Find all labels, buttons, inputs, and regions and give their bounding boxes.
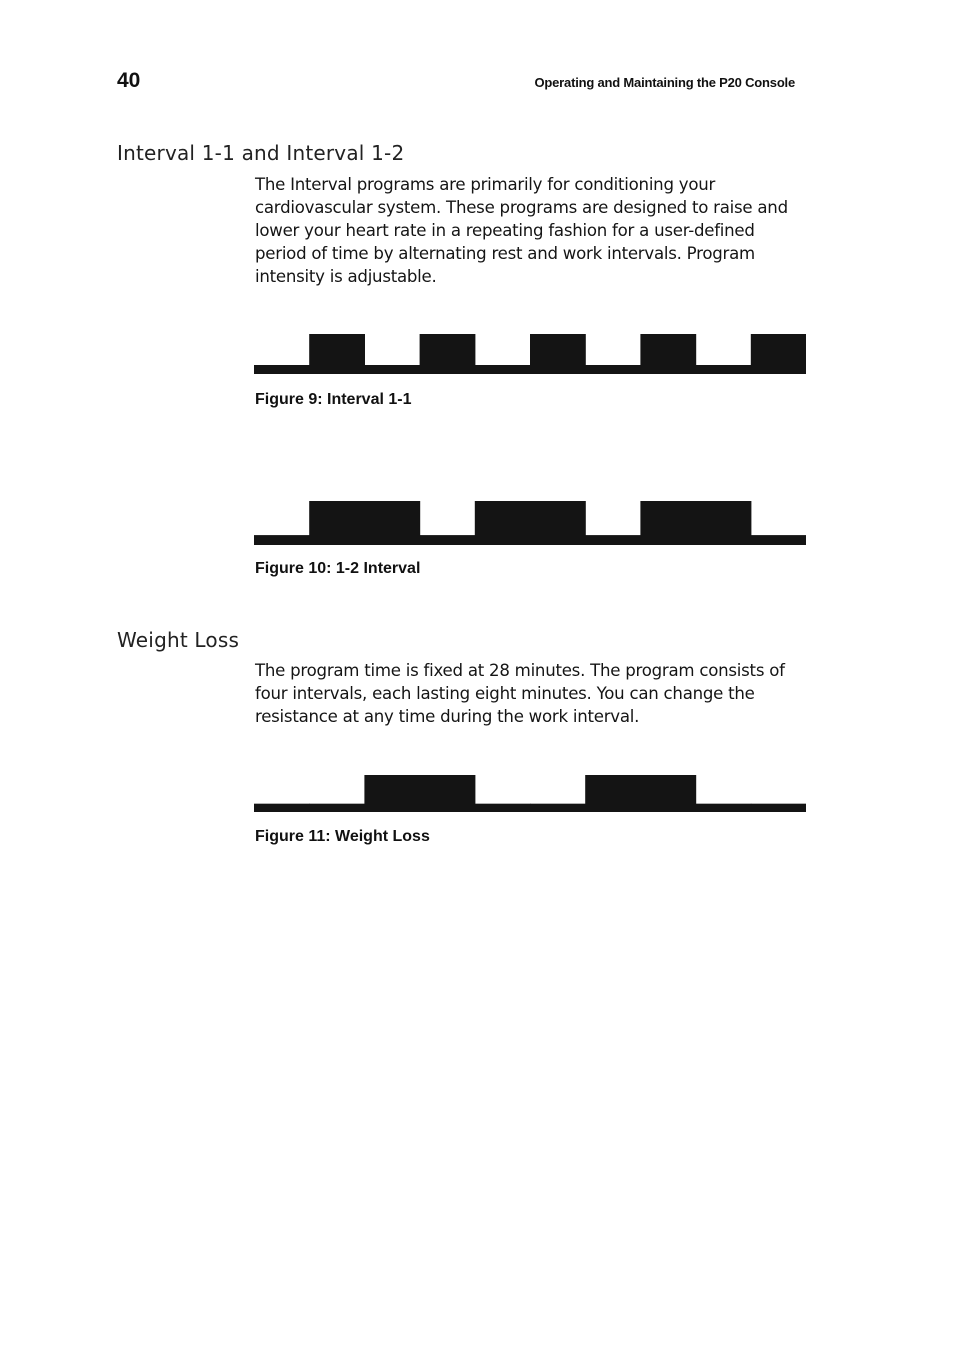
profile-segment <box>530 501 586 545</box>
profile-segment <box>309 804 365 812</box>
profile-segment <box>640 775 696 812</box>
profile-segment <box>696 501 752 545</box>
profile-segment <box>696 365 752 374</box>
profile-segment <box>530 804 586 812</box>
profile-segment <box>254 365 310 374</box>
figure-caption-interval-1-2: Figure 10: 1-2 Interval <box>255 560 421 577</box>
profile-segment <box>420 775 476 812</box>
profile-segment <box>364 501 420 545</box>
profile-segment <box>364 775 420 812</box>
profile-segment <box>751 334 806 374</box>
weight-loss-description: The program time is fixed at 28 minutes. The program consists of four intervals, each lasting eight minutes. You can change the resistance at any time during the work interval. <box>255 661 785 726</box>
profile-segment <box>640 334 696 374</box>
profile-segment <box>364 365 420 374</box>
profile-segment <box>475 804 531 812</box>
profile-segment <box>475 501 531 545</box>
profile-segment <box>475 365 531 374</box>
profile-segment <box>254 535 310 545</box>
profile-segment <box>585 365 641 374</box>
profile-segment <box>640 501 696 545</box>
figure-caption-weight-loss: Figure 11: Weight Loss <box>255 828 430 845</box>
profile-segment <box>309 334 365 374</box>
profile-segment <box>696 804 752 812</box>
figure-interval-1-2-profile <box>254 501 806 545</box>
section-heading-weight-loss: Weight Loss <box>117 628 240 652</box>
profile-segment <box>751 804 806 812</box>
profile-segment <box>530 334 586 374</box>
profile-segment <box>420 535 476 545</box>
profile-segment <box>585 535 641 545</box>
interval-description: The Interval programs are primarily for conditioning your cardiovascular system. These programs are designed to raise and lower your heart rate in a repeating fashion for a user-defined period of time by alternating rest and work intervals. Program intensity is adjustable. <box>255 175 788 286</box>
running-header: Operating and Maintaining the P20 Console <box>534 75 795 90</box>
figure-caption-interval-1-1: Figure 9: Interval 1-1 <box>255 391 412 408</box>
profile-segment <box>751 535 806 545</box>
section-heading-interval: Interval 1-1 and Interval 1-2 <box>117 141 405 165</box>
profile-segment <box>254 804 310 812</box>
figure-weight-loss-profile <box>254 775 806 812</box>
profile-segment <box>585 775 641 812</box>
profile-segment <box>420 334 476 374</box>
page-number: 40 <box>117 69 141 92</box>
figure-interval-1-1-profile <box>254 334 806 374</box>
profile-segment <box>309 501 365 545</box>
